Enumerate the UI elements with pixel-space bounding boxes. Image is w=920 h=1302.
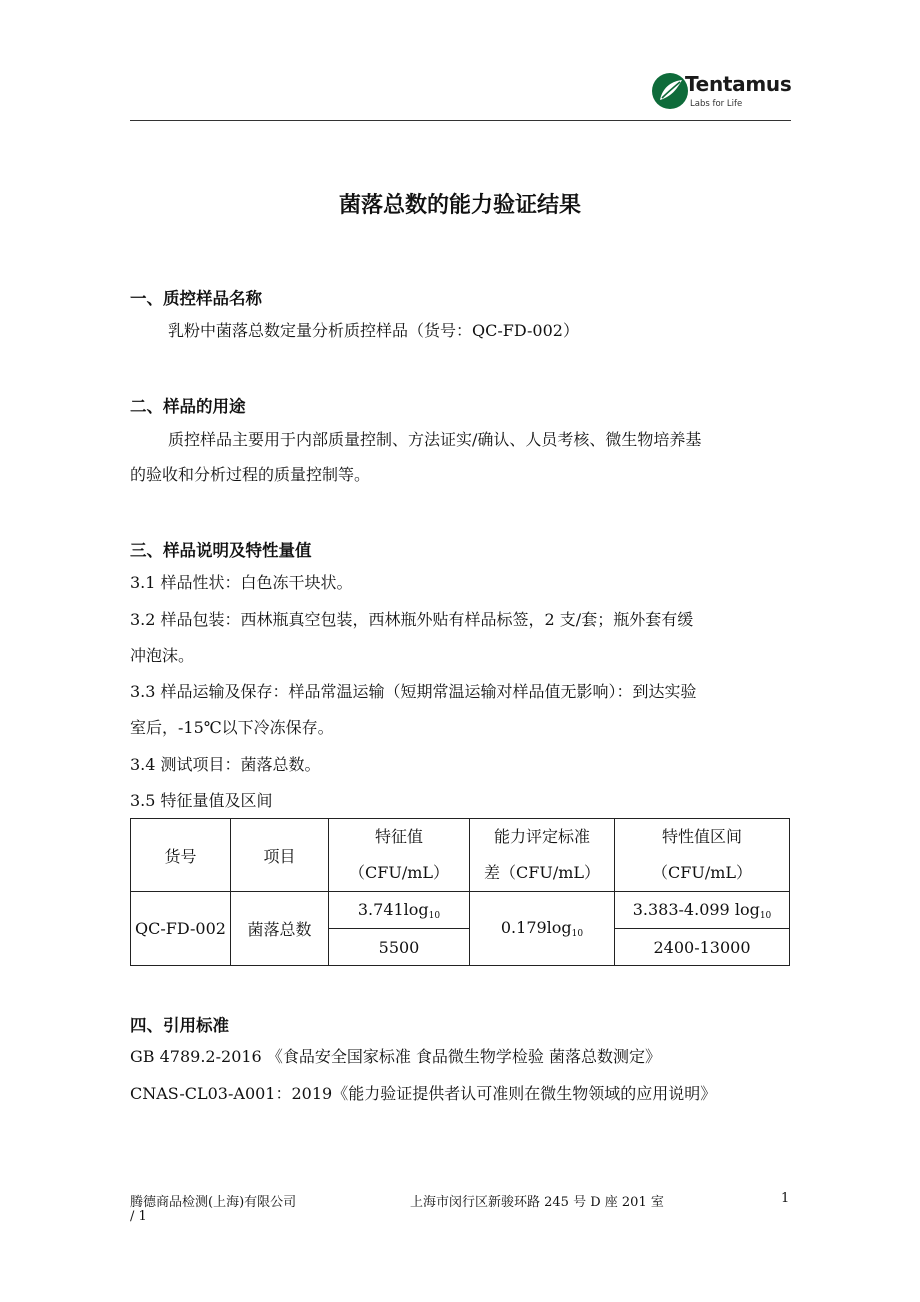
footer-page-total: / 1 (130, 1209, 147, 1224)
cell-range-cfu: 2400-13000 (615, 929, 790, 966)
header-sd (470, 819, 615, 892)
header-value-line2: （CFU/mL） (348, 863, 450, 882)
leaf-logo-icon (651, 72, 689, 110)
footer-company: 腾德商品检测(上海)有限公司 (130, 1195, 297, 1210)
item-3-4: 3.4 测试项目：菌落总数。 (130, 755, 321, 774)
logo-name: Tentamus (685, 72, 792, 96)
company-logo (651, 70, 791, 114)
range-log-text: 3.383-4.099 log (632, 899, 760, 919)
item-3-2-line1: 3.2 样品包装：西林瓶真空包装，西林瓶外贴有样品标签，2 支/套；瓶外套有缓 (130, 610, 694, 629)
item-3-1: 3.1 样品性状：白色冻干块状。 (130, 573, 353, 592)
sd-log-text: 0.179log (500, 918, 572, 937)
cell-sd-log (470, 892, 615, 966)
section-2-heading: 二、样品的用途 (130, 397, 246, 416)
table-header-row (131, 819, 790, 892)
item-3-2-line2: 冲泡沫。 (130, 646, 195, 665)
header-range-line2: （CFU/mL） (651, 863, 753, 882)
item-3-3-line2: 室后，-15℃以下冷冻保存。 (130, 718, 334, 737)
sd-log-sub: 10 (571, 929, 584, 939)
section-1-heading: 一、质控样品名称 (130, 289, 262, 308)
logo-tagline: Labs for Life (690, 99, 743, 109)
section-1-body: 乳粉中菌落总数定量分析质控样品（货号：QC-FD-002） (168, 321, 579, 340)
cell-code: QC-FD-002 (131, 892, 231, 966)
cell-value-cfu: 5500 (329, 929, 470, 966)
header-value-line1: 特征值 (374, 827, 423, 846)
header-value (329, 819, 470, 892)
item-3-5: 3.5 特征量值及区间 (130, 791, 273, 810)
reference-1: GB 4789.2-2016 《食品安全国家标准 食品微生物学检验 菌落总数测定》 (130, 1047, 661, 1066)
table-row (131, 892, 790, 929)
header-sd-line1: 能力评定标准 (493, 827, 590, 846)
characteristic-value-table (130, 818, 790, 966)
document-title: 菌落总数的能力验证结果 (338, 192, 581, 218)
value-log-text: 3.741log (357, 899, 429, 919)
cell-range-log (615, 892, 790, 929)
section-3-heading: 三、样品说明及特性量值 (130, 541, 312, 560)
section-2-body-line2: 的验收和分析过程的质量控制等。 (130, 465, 371, 484)
header-item: 项目 (231, 819, 329, 892)
value-log-sub: 10 (428, 910, 441, 921)
item-3-3-line1: 3.3 样品运输及保存：样品常温运输（短期常温运输对样品值无影响）：到达实验 (130, 682, 697, 701)
header-divider (130, 120, 791, 121)
cell-value-log (329, 892, 470, 929)
reference-2: CNAS-CL03-A001：2019《能力验证提供者认可准则在微生物领域的应用说明》 (130, 1084, 717, 1103)
section-4-heading: 四、引用标准 (130, 1016, 229, 1035)
range-log-sub: 10 (759, 910, 772, 921)
footer-page-number: 1 (781, 1191, 790, 1206)
cell-item: 菌落总数 (231, 892, 329, 966)
header-code: 货号 (131, 819, 231, 892)
header-range (615, 819, 790, 892)
header-sd-line2: 差（CFU/mL） (483, 863, 601, 882)
footer-address: 上海市闵行区新骏环路 245 号 D 座 201 室 (410, 1195, 664, 1210)
header-range-line1: 特性值区间 (661, 827, 742, 846)
section-2-body-line1: 质控样品主要用于内部质量控制、方法证实/确认、人员考核、微生物培养基 (168, 430, 702, 449)
